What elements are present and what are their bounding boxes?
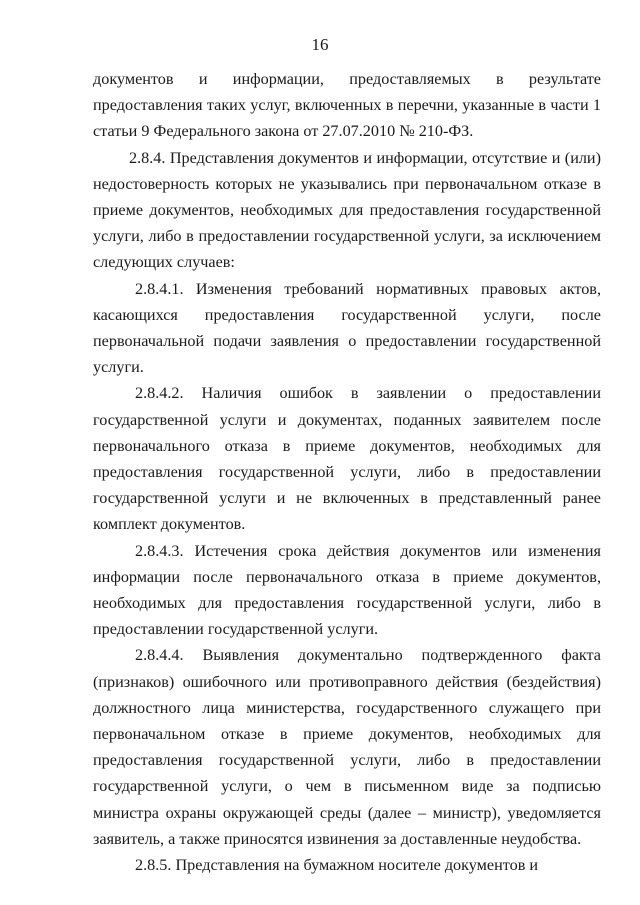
paragraph-2-8-4-2: 2.8.4.2. Наличия ошибок в заявлении о предоставлении государственной услуги и документах, поданных заявителем после первоначального отказа в приеме документов, необходимых для предоставления государственной услуги, либо в предоставлении государственной услуги и не включенных в представленный ранее комплект документов. [93,384,601,534]
paragraph-2-8-4: 2.8.4. Представления документов и информации, отсутствие и (или) недостоверность которых не указывались при первоначальном отказе в приеме документов, необходимых для предоставления государственной услуги, либо в предоставлении государственной услуги, за исключением следующих случаев: [93,148,601,272]
paragraph-2-8-4-4: 2.8.4.4. Выявления документально подтвержденного факта (признаков) ошибочного или противоправного действия (бездействия) должностного лица министерства, государственного служащего при первоначальном отказе в приеме документов, необходимых для предоставления государственной услуги, либо в предоставлении государственной услуги, о чем в письменном виде за подписью министра охраны окружающей среды (далее – министр), уведомляется заявитель, а также приносятся извинения за доставленные неудобства. [93,646,601,848]
page-number: 16 [311,35,329,54]
paragraph-continuation: документов и информации, предоставляемых в результате предоставления таких услуг, включенных в перечни, указанные в части 1 статьи 9 Федерального закона от 27.07.2010 № 210-ФЗ. [93,70,601,141]
paragraph-2-8-4-3: 2.8.4.3. Истечения срока действия документов или изменения информации после первоначального отказа в приеме документов, необходимых для предоставления государственной услуги, либо в предоставлении государственной услуги. [93,541,601,639]
page-body [93,66,601,878]
paragraph-2-8-5: 2.8.5. Представления на бумажном носителе документов и [135,856,539,875]
paragraph-2-8-4-1: 2.8.4.1. Изменения требований нормативных правовых актов, касающихся предоставления государственной услуги, после первоначальной подачи заявления о предоставлении государственной услуги. [93,279,601,377]
